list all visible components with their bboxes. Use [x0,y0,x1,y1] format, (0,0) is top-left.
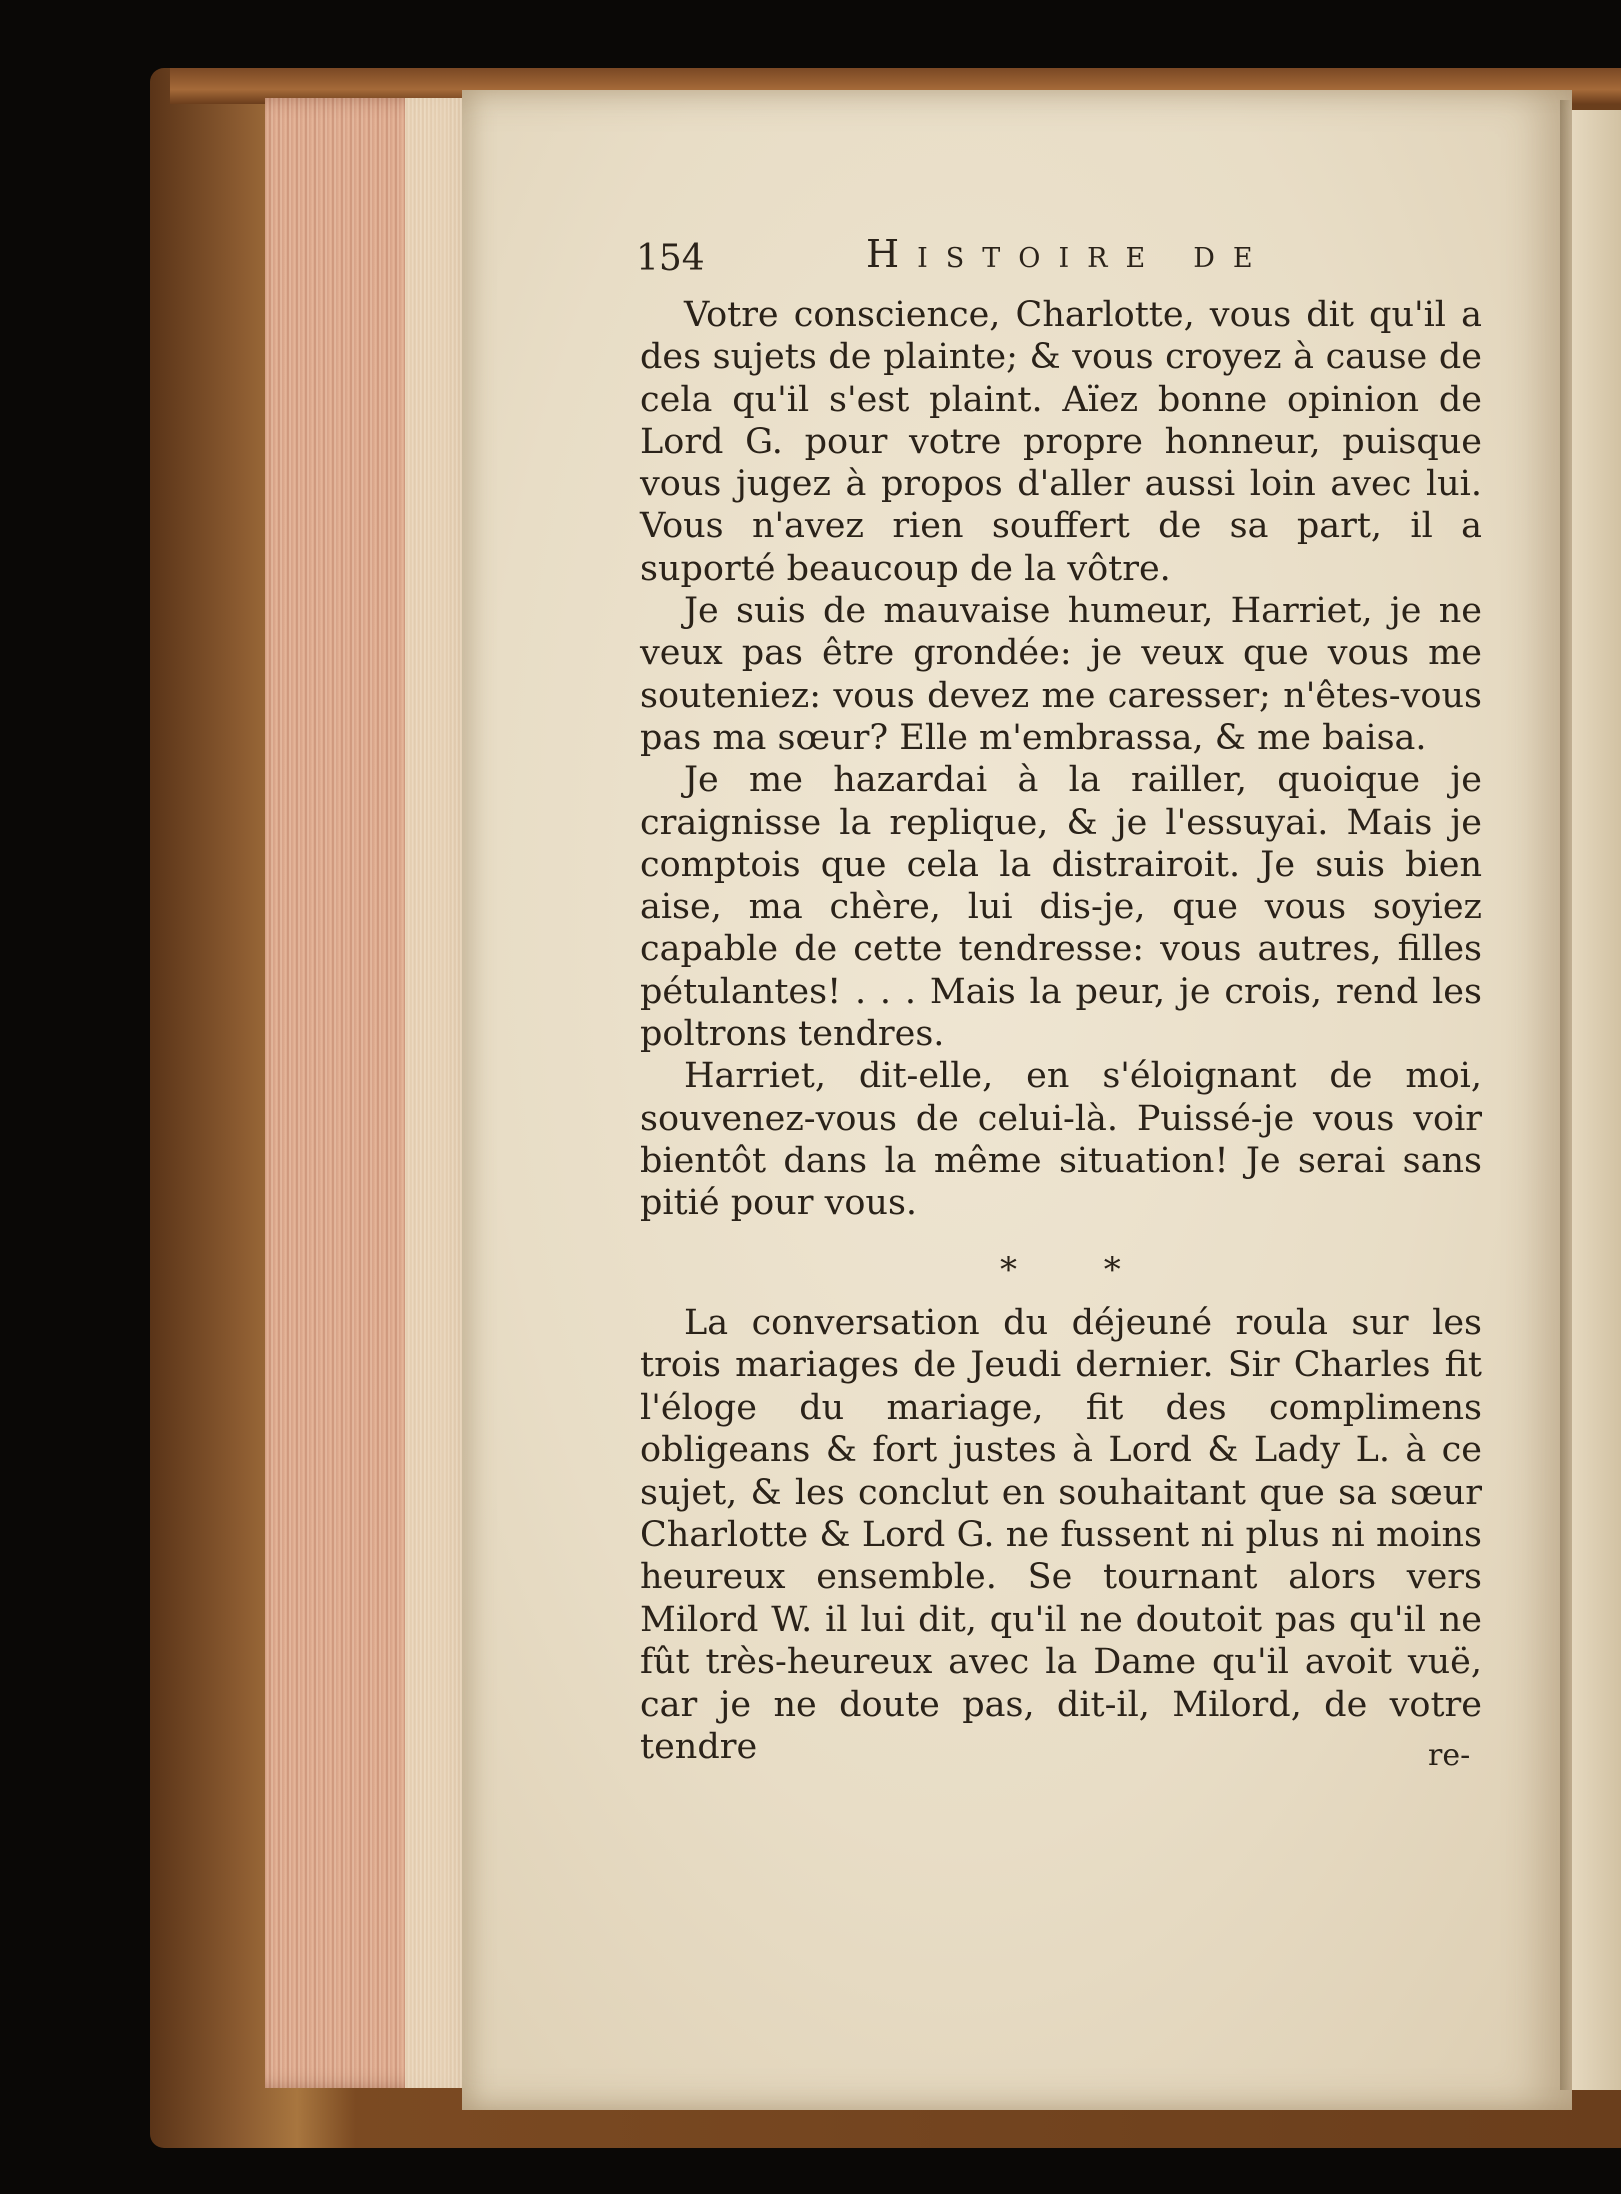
paragraph: La conversation du déjeuné roula sur les trois mariages de Jeudi dernier. Sir Charles fit l'éloge du mariage, fit des complimens obligeans & fort justes à Lord & Lady L. à ce sujet, & les conclut en souhaitant que sa sœur Charlotte & Lord G. ne fussent ni plus ni moins heureux ensemble. Se tournant alors vers Milord W. il lui dit, qu'il ne doutoit pas qu'il ne fût très-heureux avec la Dame qu'il avoit vuë, car je ne doute pas, dit-il, Milord, de votre tendre [640,1303,1482,1768]
paragraph: Harriet, dit-elle, en s'éloignant de moi, souvenez-vous de celui-là. Puissé-je vous voir bientôt dans la même situation! Je serai sans pitié pour vous. [640,1056,1482,1224]
body-text-lower [640,1302,1482,1768]
paragraph: Votre conscience, Charlotte, vous dit qu'il a des sujets de plainte; & vous croyez à cause de cela qu'il s'est plaint. Aïez bonne opinion de Lord G. pour votre propre honneur, puisque vous jugez à propos d'aller aussi loin avec lui. Vous n'avez rien souffert de sa part, il a suporté beaucoup de la vôtre. [640,295,1482,589]
page-number: 154 [636,238,705,279]
catchword: re- [1428,1738,1471,1773]
paragraph: Je me hazardai à la railler, quoique je craignisse la replique, & je l'essuyai. Mais je comptois que cela la distrairoit. Je suis bien aise, ma chère, lui dis-je, que vous soyiez capable de cette tendresse: vous autres, filles pétulantes! . . . Mais la peur, je crois, rend les poltrons tendres. [640,760,1482,1055]
body-text-upper [640,294,1482,1225]
paragraph: Je suis de mauvaise humeur, Harriet, je ne veux pas être grondée: je veux que vous me souteniez: vous devez me caresser; n'êtes-vous pas ma sœur? Elle m'embrassa, & me baisa. [640,591,1482,758]
page-fore-edge [265,98,465,2088]
page-header [636,232,1336,292]
running-head: Histoire de [866,232,1271,276]
gutter-shadow [1560,100,1572,2090]
section-ornament: * * [1000,1250,1159,1290]
